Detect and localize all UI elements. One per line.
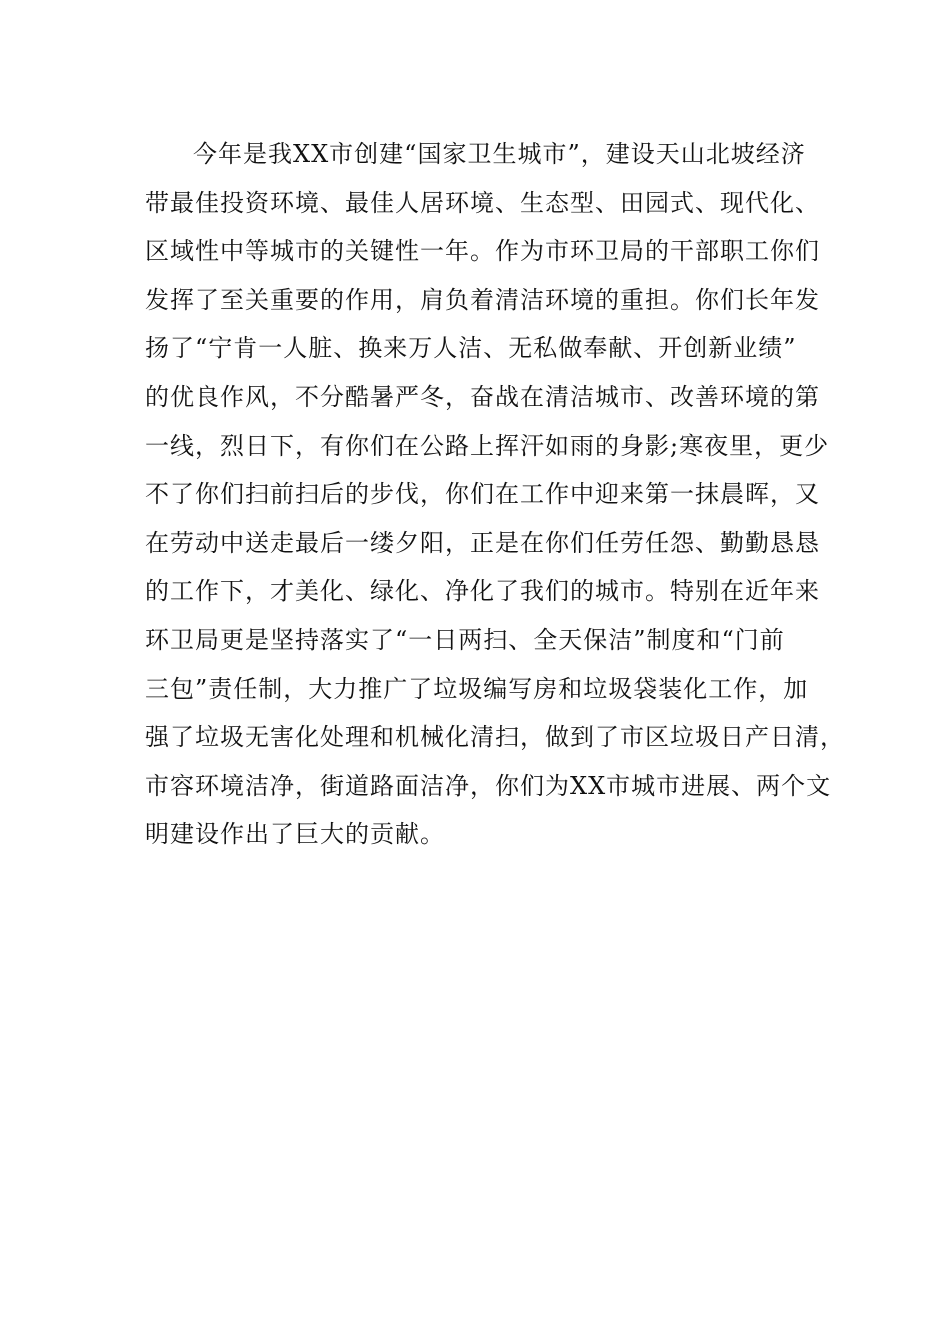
paragraph-line-12: 三包”责任制，大力推广了垃圾编写房和垃圾袋装化工作，加	[145, 674, 809, 703]
paragraph-line-4: 发挥了至关重要的作用，肩负着清洁环境的重担。你们长年发	[145, 285, 820, 314]
paragraph	[145, 130, 845, 859]
paragraph-line-1: 今年是我XX市创建“国家卫生城市”，建设天山北坡经济	[193, 140, 806, 168]
paragraph-line-5: 扬了“宁肯一人脏、换来万人洁、无私做奉献、开创新业绩”	[145, 334, 797, 363]
paragraph-line-15: 明建设作出了巨大的贡献。	[145, 820, 445, 849]
paragraph-line-9: 在劳动中送走最后一缕夕阳，正是在你们任劳任怨、勤勤恳恳	[145, 528, 820, 557]
paragraph-line-13: 强了垃圾无害化处理和机械化清扫，做到了市区垃圾日产日清，	[145, 723, 845, 752]
paragraph-line-7: 一线，烈日下，有你们在公路上挥汗如雨的身影;寒夜里，更少	[145, 431, 830, 460]
paragraph-line-11: 环卫局更是坚持落实了“一日两扫、全天保洁”制度和“门前	[145, 625, 785, 654]
paragraph-line-6: 的优良作风，不分酷暑严冬，奋战在清洁城市、改善环境的第	[145, 382, 820, 411]
paragraph-line-3: 区域性中等城市的关键性一年。作为市环卫局的干部职工你们	[145, 237, 820, 266]
paragraph-line-10: 的工作下，才美化、绿化、净化了我们的城市。特别在近年来	[145, 577, 820, 606]
paragraph-line-14: 市容环境洁净，街道路面洁净，你们为XX市城市进展、两个文	[145, 771, 832, 800]
paragraph-line-2: 带最佳投资环境、最佳人居环境、生态型、田园式、现代化、	[145, 188, 820, 217]
paragraph-line-8: 不了你们扫前扫后的步伐，你们在工作中迎来第一抹晨晖，又	[145, 480, 820, 509]
